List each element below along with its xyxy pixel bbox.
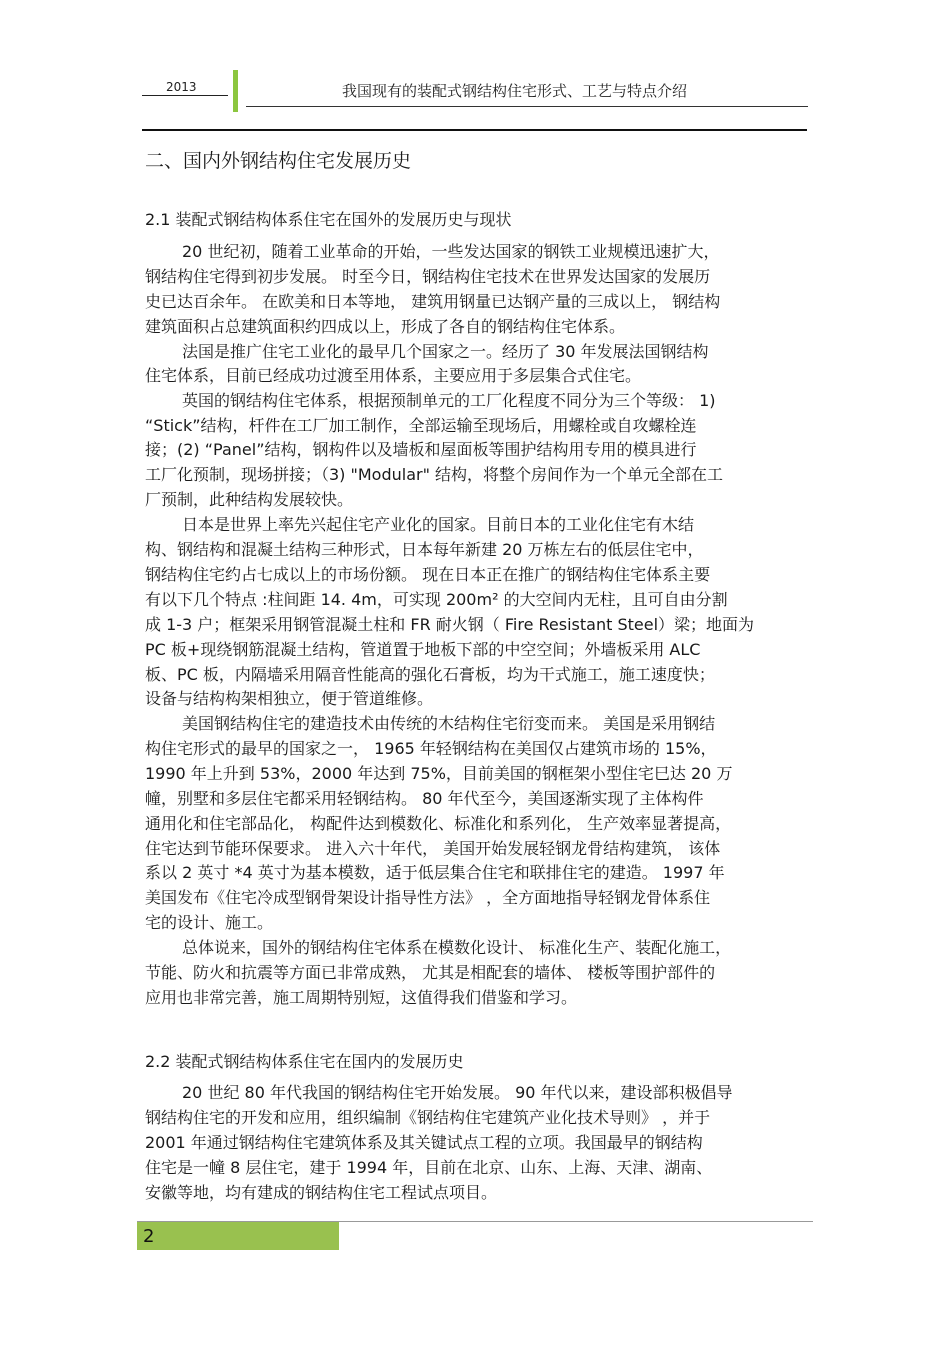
body-line: 钢结构住宅约占七成以上的市场份额。 现在日本正在推广的钢结构住宅体系主要 bbox=[145, 565, 711, 584]
body-line: 总体说来，国外的钢结构住宅体系在模数化设计、 标准化生产、装配化施工， bbox=[182, 938, 732, 957]
body-line: 英国的钢结构住宅体系，根据预制单元的工厂化程度不同分为三个等级： 1) bbox=[182, 391, 716, 410]
body-line: 板、PC 板，内隔墙采用隔音性能高的强化石膏板，均为干式施工，施工速度快； bbox=[145, 665, 715, 684]
body-line: 住宅体系，目前已经成功过渡至用体系，主要应用于多层集合式住宅。 bbox=[145, 366, 642, 385]
header-rule bbox=[246, 106, 808, 107]
body-line: 钢结构住宅的开发和应用，组织编制《钢结构住宅建筑产业化技术导则》 ，并于 bbox=[145, 1108, 711, 1127]
header-title: 我国现有的装配式钢结构住宅形式、工艺与特点介绍 bbox=[342, 82, 688, 100]
body-line: “Stick”结构，杆件在工厂加工制作，全部运输至现场后，用螺栓或自攻螺栓连 bbox=[145, 416, 697, 435]
body-line: 构、钢结构和混凝土结构三种形式，日本每年新建 20 万栋左右的低层住宅中， bbox=[145, 540, 704, 559]
subsection-title-2-2: 2.2 装配式钢结构体系住宅在国内的发展历史 bbox=[145, 1052, 464, 1071]
header-accent-bar bbox=[233, 70, 238, 112]
body-line: 美国发布《住宅冷成型钢骨架设计指导性方法》 ，全方面地指导轻钢龙骨体系住 bbox=[145, 888, 711, 907]
page-number: 2 bbox=[143, 1226, 155, 1247]
body-line: 通用化和住宅部品化， 构配件达到模数化、标准化和系列化， 生产效率显著提高， bbox=[145, 814, 732, 833]
body-line: 安徽等地，均有建成的钢结构住宅工程试点项目。 bbox=[145, 1183, 498, 1202]
body-line: PC 板+现绕钢筋混凝土结构，管道置于地板下部的中空空间；外墙板采用 ALC bbox=[145, 640, 701, 659]
section-title: 二、国内外钢结构住宅发展历史 bbox=[145, 150, 412, 172]
header-thick-rule bbox=[142, 129, 807, 131]
body-line: 设备与结构构架相独立，便于管道维修。 bbox=[145, 689, 434, 708]
body-line: 20 世纪初，随着工业革命的开始，一些发达国家的钢铁工业规模迅速扩大， bbox=[182, 242, 720, 261]
body-line: 建筑面积占总建筑面积约四成以上，形成了各自的钢结构住宅体系。 bbox=[145, 317, 626, 336]
body-line: 钢结构住宅得到初步发展。 时至今日，钢结构住宅技术在世界发达国家的发展历 bbox=[145, 267, 711, 286]
body-line: 日本是世界上率先兴起住宅产业化的国家。目前日本的工业化住宅有木结 bbox=[182, 515, 695, 534]
body-line: 美国钢结构住宅的建造技术由传统的木结构住宅衍变而来。 美国是采用钢结 bbox=[182, 714, 716, 733]
body-line: 接；(2) “Panel”结构，钢构件以及墙板和屋面板等围护结构用专用的模具进行 bbox=[145, 440, 697, 459]
body-line: 住宅是一幢 8 层住宅，建于 1994 年，目前在北京、山东、上海、天津、湖南、 bbox=[145, 1158, 713, 1177]
body-line: 住宅达到节能环保要求。 进入六十年代， 美国开始发展轻钢龙骨结构建筑， 该体 bbox=[145, 839, 721, 858]
body-line: 幢，别墅和多层住宅都采用轻钢结构。 80 年代至今，美国逐渐实现了主体构件 bbox=[145, 789, 704, 808]
body-line: 节能、防火和抗震等方面已非常成熟， 尤其是相配套的墙体、 楼板等围护部件的 bbox=[145, 963, 716, 982]
body-line: 应用也非常完善，施工周期特别短，这值得我们借鉴和学习。 bbox=[145, 988, 578, 1007]
body-line: 20 世纪 80 年代我国的钢结构住宅开始发展。 90 年代以来，建设部积极倡导 bbox=[182, 1083, 733, 1102]
body-line: 有以下几个特点 :柱间距 14. 4m，可实现 200m² 的大空间内无柱，且可自由分割 bbox=[145, 590, 728, 609]
body-line: 厂预制，此种结构发展较快。 bbox=[145, 490, 354, 509]
body-line: 史已达百余年。 在欧美和日本等地， 建筑用钢量已达钢产量的三成以上， 钢结构 bbox=[145, 292, 721, 311]
body-line: 系以 2 英寸 *4 英寸为基本模数，适于低层集合住宅和联排住宅的建造。 1997 年 bbox=[145, 863, 725, 882]
body-line: 宅的设计、施工。 bbox=[145, 913, 274, 932]
body-line: 2001 年通过钢结构住宅建筑体系及其关键试点工程的立项。我国最早的钢结构 bbox=[145, 1133, 703, 1152]
body-line: 1990 年上升到 53%，2000 年达到 75%，目前美国的钢框架小型住宅巳达 20 万 bbox=[145, 764, 733, 783]
body-line: 法国是推广住宅工业化的最早几个国家之一。经历了 30 年发展法国钢结构 bbox=[182, 342, 709, 361]
header-year: 2013 bbox=[166, 80, 197, 94]
body-line: 构住宅形式的最早的国家之一， 1965 年轻钢结构在美国仅占建筑市场的 15%， bbox=[145, 739, 717, 758]
footer-accent-box bbox=[137, 1222, 339, 1250]
body-line: 工厂化预制，现场拼接；（3) "Modular" 结构，将整个房间作为一个单元全部在工 bbox=[145, 465, 724, 484]
year-underline bbox=[142, 95, 228, 96]
subsection-title-2-1: 2.1 装配式钢结构体系住宅在国外的发展历史与现状 bbox=[145, 210, 512, 229]
body-line: 成 1-3 户；框架采用钢管混凝土柱和 FR 耐火钢（ Fire Resistant Steel）梁；地面为 bbox=[145, 615, 755, 634]
